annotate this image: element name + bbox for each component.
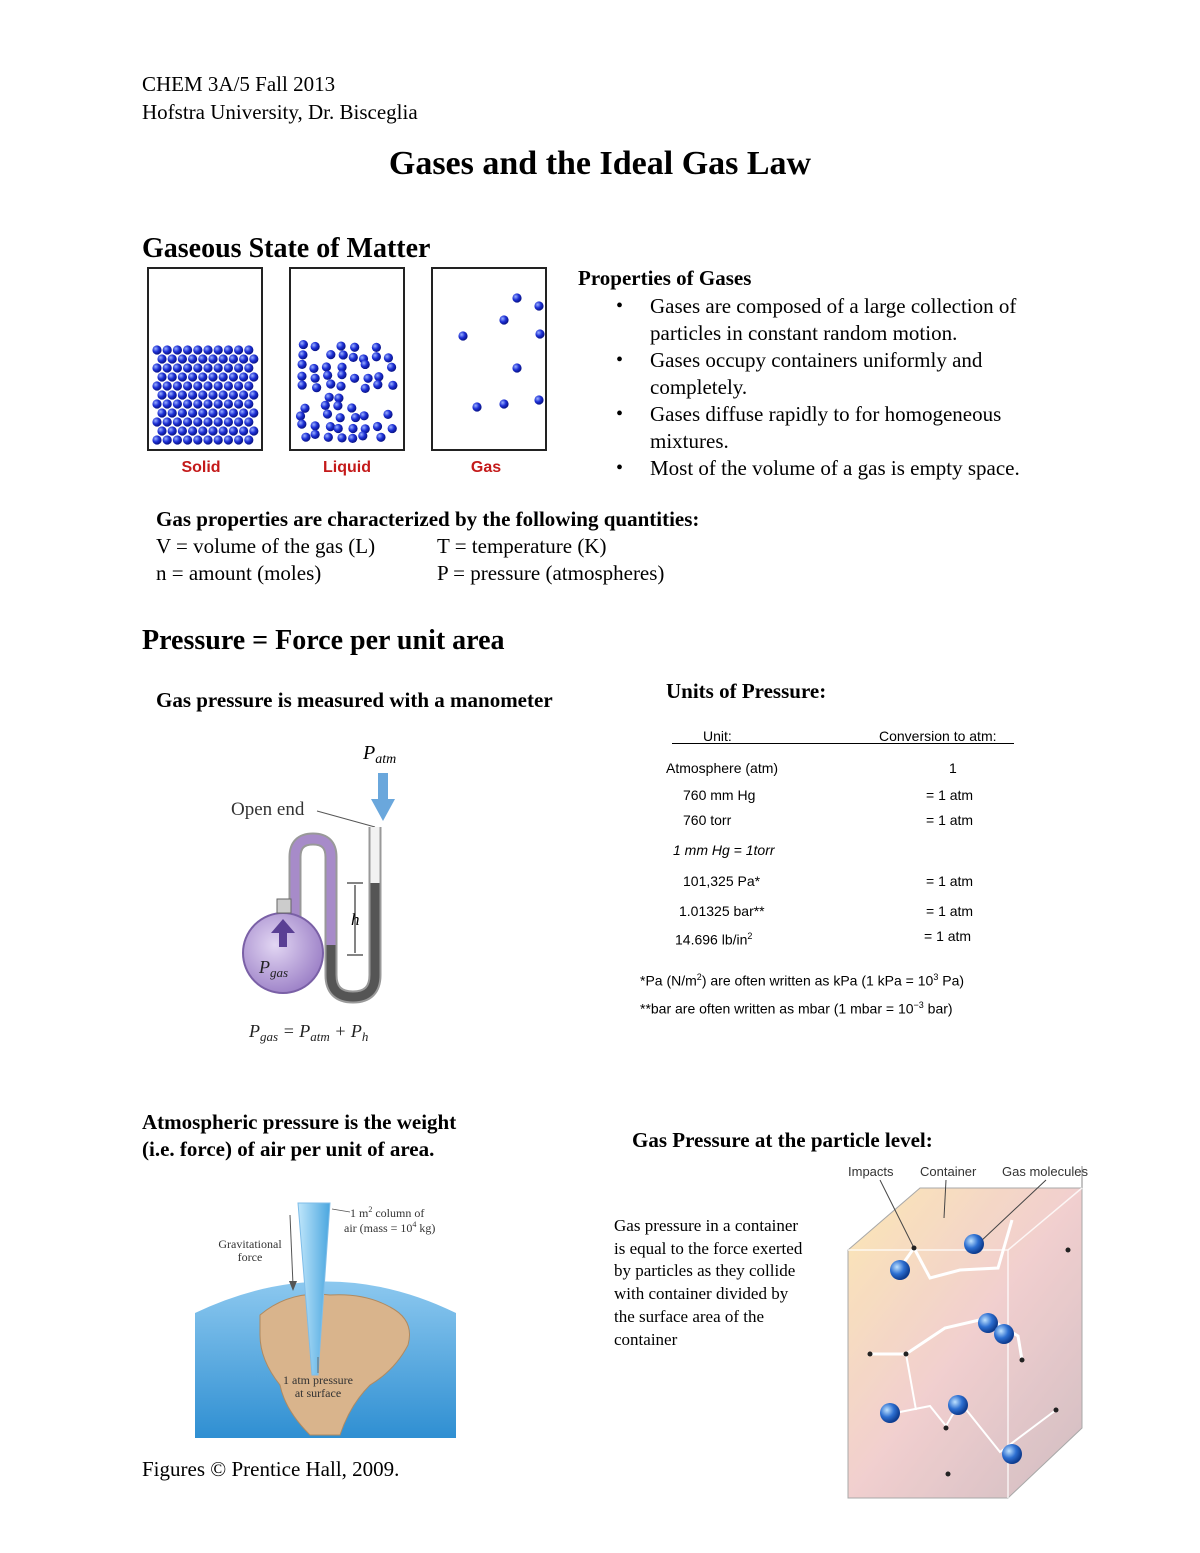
particle: [372, 343, 381, 352]
conv-row: 1: [949, 760, 957, 776]
particle: [336, 341, 345, 350]
particle: [219, 426, 228, 435]
label-gas-molecules: Gas molecules: [1002, 1164, 1088, 1179]
states-of-matter-figure: [140, 262, 560, 482]
particle: [208, 408, 217, 417]
particle: [297, 420, 306, 429]
particle-description: Gas pressure in a container is equal to the force exerted by particles as they collide with container divided by the surface area of the container: [614, 1216, 803, 1349]
particle: [163, 435, 172, 444]
particle: [296, 411, 305, 420]
gas-molecule: [964, 1234, 984, 1254]
particle: [224, 363, 233, 372]
particle: [348, 434, 357, 443]
particle: [300, 404, 309, 413]
particle: [178, 372, 187, 381]
particle: [188, 354, 197, 363]
particle: [163, 345, 172, 354]
particle: [349, 353, 358, 362]
properties-title: Properties of Gases: [578, 266, 752, 290]
unit-row: 760 mm Hg: [683, 787, 756, 803]
particle: [163, 399, 172, 408]
particle: [183, 399, 192, 408]
particle: [337, 433, 346, 442]
particle-container-figure: [840, 1158, 1090, 1508]
unit-row: 1.01325 bar**: [679, 903, 765, 919]
particle: [311, 430, 320, 439]
gas-molecule: [948, 1395, 968, 1415]
unit-row: 760 torr: [683, 812, 732, 828]
particle: [388, 424, 397, 433]
particle: [183, 363, 192, 372]
particle: [239, 408, 248, 417]
particle: [168, 408, 177, 417]
particle: [188, 372, 197, 381]
particle: [193, 417, 202, 426]
particle: [203, 345, 212, 354]
particle: [219, 390, 228, 399]
h-label: h: [351, 910, 360, 929]
patm-arrow-head: [371, 799, 395, 821]
particle: [163, 381, 172, 390]
particle: [384, 353, 393, 362]
particle: [203, 381, 212, 390]
particle: [152, 417, 161, 426]
particle: [208, 390, 217, 399]
particle: [163, 417, 172, 426]
gas-container: [432, 268, 546, 450]
particle: [534, 395, 543, 404]
particle: [234, 363, 243, 372]
particle: [157, 390, 166, 399]
quantity-pressure: P = pressure (atmospheres): [437, 561, 665, 585]
particle: [373, 380, 382, 389]
particle: [244, 345, 253, 354]
particle: [239, 372, 248, 381]
particle: [321, 401, 330, 410]
particle: [311, 421, 320, 430]
particle: [178, 408, 187, 417]
particle: [173, 399, 182, 408]
particle: [168, 390, 177, 399]
particle: [214, 363, 223, 372]
label-impacts: Impacts: [848, 1164, 894, 1179]
particle: [373, 422, 382, 431]
particle: [178, 354, 187, 363]
heading-pressure: Pressure = Force per unit area: [142, 625, 505, 656]
container-box: [848, 1188, 1082, 1498]
particle: [203, 363, 212, 372]
particle: [358, 431, 367, 440]
particle: [219, 372, 228, 381]
particle: [333, 401, 342, 410]
particle: [203, 435, 212, 444]
particle: [183, 381, 192, 390]
particle: [229, 408, 238, 417]
particle: [208, 372, 217, 381]
particle: [299, 340, 308, 349]
particle: [173, 417, 182, 426]
note-pa: *Pa $(N/m^2)$ are often written as kPa (1 kPa = $10^3$ Pa): [640, 972, 965, 989]
particle: [301, 433, 310, 442]
particle: [249, 354, 258, 363]
particle: [350, 343, 359, 352]
particle: [360, 411, 369, 420]
manometer-figure: [225, 735, 445, 1055]
particle: [224, 399, 233, 408]
particle: [168, 426, 177, 435]
unit-row: 1 mm Hg = 1torr: [673, 842, 775, 858]
atmosphere-column-figure: [190, 1195, 465, 1445]
particle: [361, 360, 370, 369]
particle: [298, 380, 307, 389]
note-bar: **bar are often written as mbar (1 mbar = $10^{-3}$ bar): [640, 1000, 953, 1017]
surface-label-2: at surface: [294, 1386, 342, 1400]
column-label-2: air (mass = $10^4$ kg): [344, 1220, 436, 1235]
figure-credits: Figures © Prentice Hall, 2009.: [142, 1457, 400, 1481]
quantities-title: Gas properties are characterized by the following quantities:: [156, 507, 700, 531]
particle: [323, 409, 332, 418]
particle: [208, 354, 217, 363]
particle: [152, 345, 161, 354]
particle: [239, 354, 248, 363]
particle: [534, 301, 543, 310]
units-title: Units of Pressure:: [666, 679, 827, 703]
particle: [157, 408, 166, 417]
particle: [372, 352, 381, 361]
particle: [214, 435, 223, 444]
particle: [334, 424, 343, 433]
particle: [298, 360, 307, 369]
unit-row: 14.696 $lb/in^2$: [675, 931, 753, 948]
gas-molecule: [890, 1260, 910, 1280]
particle: [168, 372, 177, 381]
property-item: • Gases occupy containers uniformly and completely.: [578, 347, 1138, 401]
particle: [198, 390, 207, 399]
label-liquid: Liquid: [323, 459, 371, 476]
particle: [339, 350, 348, 359]
particle: [249, 372, 258, 381]
particle: [183, 417, 192, 426]
surface-label-1: 1 atm pressure: [283, 1373, 353, 1387]
particle: [198, 408, 207, 417]
particle: [244, 399, 253, 408]
particle: [311, 342, 320, 351]
manometer-equation: $P_{gas} = P_{atm} + P_h$: [249, 1021, 369, 1044]
particle: [193, 345, 202, 354]
particle: [173, 435, 182, 444]
particle: [193, 381, 202, 390]
particle: [224, 345, 233, 354]
particle: [234, 417, 243, 426]
particle: [224, 435, 233, 444]
particle: [244, 381, 253, 390]
particle: [157, 426, 166, 435]
particle: [336, 413, 345, 422]
particle: [499, 399, 508, 408]
particle: [336, 382, 345, 391]
particle: [298, 350, 307, 359]
particle: [219, 354, 228, 363]
particle: [458, 331, 467, 340]
particle: [234, 399, 243, 408]
particle: [512, 293, 521, 302]
particle: [239, 390, 248, 399]
particle: [208, 426, 217, 435]
property-item: • Gases diffuse rapidly to for homogeneous mixtures.: [578, 401, 1138, 455]
particle: [322, 362, 331, 371]
particle: [219, 408, 228, 417]
particle: [152, 363, 161, 372]
particle: [350, 374, 359, 383]
gravitational-label-2: force: [237, 1250, 263, 1264]
unit-row: 101,325 Pa*: [683, 873, 761, 889]
gravitational-label-1: Gravitational: [218, 1237, 282, 1251]
particle: [312, 383, 321, 392]
particle: [152, 435, 161, 444]
particle: [244, 435, 253, 444]
particle: [249, 426, 258, 435]
particle: [244, 363, 253, 372]
quantity-temperature: T = temperature (K): [437, 534, 607, 558]
units-header-conv: Conversion to atm:: [879, 728, 997, 744]
particle: [512, 363, 521, 372]
particle: [193, 399, 202, 408]
particle: [326, 422, 335, 431]
particle: [361, 384, 370, 393]
particle: [229, 390, 238, 399]
label-solid: Solid: [181, 459, 221, 476]
particle: [173, 345, 182, 354]
particle: [535, 329, 544, 338]
particle: [198, 354, 207, 363]
particle: [499, 315, 508, 324]
conv-row: = 1 atm: [926, 812, 974, 828]
particle: [347, 403, 356, 412]
property-item: • Most of the volume of a gas is empty space.: [578, 455, 1138, 482]
course-line: CHEM 3A/5 Fall 2013: [142, 72, 336, 96]
particle: [188, 390, 197, 399]
particle: [198, 372, 207, 381]
units-header-unit: Unit:: [703, 728, 732, 744]
conv-row: = 1 atm: [926, 873, 974, 889]
particle: [234, 345, 243, 354]
property-item: • Gases are composed of a large collection of particles in constant random motion.: [578, 293, 1138, 347]
gas-molecule: [880, 1403, 900, 1423]
particle: [348, 424, 357, 433]
particle: [388, 381, 397, 390]
particle: [326, 350, 335, 359]
conv-row: = 1 atm: [924, 928, 972, 944]
particle: [173, 363, 182, 372]
particle: [157, 372, 166, 381]
particle: [309, 364, 318, 373]
conv-row: = 1 atm: [926, 787, 974, 803]
particle: [193, 435, 202, 444]
quantity-amount: n = amount (moles): [156, 561, 322, 585]
particle: [168, 354, 177, 363]
particle: [183, 345, 192, 354]
properties-list: [578, 293, 1138, 482]
particle: [157, 354, 166, 363]
manometer-title: Gas pressure is measured with a manometer: [156, 688, 553, 712]
atm-title-line2: (i.e. force) of air per unit of area.: [142, 1137, 435, 1161]
particle: [178, 426, 187, 435]
particle: [239, 426, 248, 435]
particle: [324, 433, 333, 442]
particle: [224, 381, 233, 390]
particle: [214, 345, 223, 354]
conv-row: = 1 atm: [926, 903, 974, 919]
quantity-volume: V = volume of the gas (L): [156, 534, 376, 558]
open-end-label: Open end: [231, 799, 305, 820]
page-title: Gases and the Ideal Gas Law: [388, 145, 812, 182]
solid-particles: [152, 345, 258, 444]
particle: [188, 408, 197, 417]
patm-label: $P_{atm}$: [363, 742, 397, 767]
particle: [363, 374, 372, 383]
atm-title-line1: Atmospheric pressure is the weight: [142, 1110, 457, 1134]
label-container: Container: [920, 1164, 977, 1179]
particle: [214, 381, 223, 390]
gas-molecule: [994, 1324, 1014, 1344]
particle: [203, 417, 212, 426]
particle: [323, 371, 332, 380]
gas-molecule: [1002, 1444, 1022, 1464]
particle: [325, 393, 334, 402]
school-line: Hofstra University, Dr. Bisceglia: [142, 100, 418, 124]
heading-gaseous-state: Gaseous State of Matter: [142, 233, 431, 264]
particle: [326, 379, 335, 388]
particle: [198, 426, 207, 435]
particle: [152, 381, 161, 390]
pgas-label: $P_{gas}$: [259, 957, 289, 980]
particle: [224, 417, 233, 426]
particle: [337, 370, 346, 379]
particle: [249, 408, 258, 417]
particle: [376, 433, 385, 442]
label-gas: Gas: [470, 459, 502, 476]
particle: [387, 363, 396, 372]
particle: [351, 413, 360, 422]
particle: [178, 390, 187, 399]
particle: [297, 372, 306, 381]
particle: [234, 435, 243, 444]
particle: [163, 363, 172, 372]
particle: [173, 381, 182, 390]
particle: [229, 354, 238, 363]
column-label-1: 1 $m^2$ column of: [350, 1205, 425, 1220]
particle: [193, 363, 202, 372]
particle: [229, 372, 238, 381]
particle: [229, 426, 238, 435]
particle: [311, 374, 320, 383]
particle: [183, 435, 192, 444]
particle-title: Gas Pressure at the particle level:: [632, 1128, 933, 1152]
particle: [188, 426, 197, 435]
particle: [234, 381, 243, 390]
particle: [214, 399, 223, 408]
particle: [383, 410, 392, 419]
particle: [472, 402, 481, 411]
unit-row: Atmosphere (atm): [666, 760, 779, 776]
particle: [214, 417, 223, 426]
particle: [249, 390, 258, 399]
particle: [203, 399, 212, 408]
particle: [244, 417, 253, 426]
particle: [374, 372, 383, 381]
particle: [152, 399, 161, 408]
